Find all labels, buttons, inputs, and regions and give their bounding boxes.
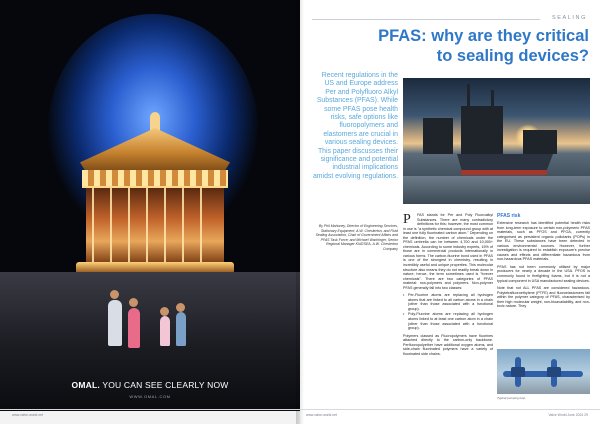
person-figure bbox=[128, 308, 140, 348]
vessel-waterline bbox=[461, 170, 547, 175]
bullet-list bbox=[403, 293, 493, 330]
section-label: SEALING bbox=[551, 15, 587, 21]
article-page bbox=[300, 0, 600, 424]
article-paragraph: PFAS has not been commonly utilised by major producers for nearly a decade in the USA. PFOS is commonly found in firefighting foams, but it is not a typical component in USA manufactured sealing devices. bbox=[497, 264, 590, 283]
ad-brand: OMAL. bbox=[71, 380, 100, 390]
spread-gutter bbox=[296, 0, 304, 424]
footer-publication: Valve World June 2024 bbox=[548, 413, 584, 417]
page-number: 29 bbox=[584, 413, 588, 417]
rig-mast bbox=[467, 84, 470, 108]
sea-water bbox=[403, 176, 590, 204]
photo-caption: Typical pumping loop. bbox=[497, 396, 526, 400]
footer-right-url: www.valve-world.net bbox=[306, 413, 337, 417]
ad-slogan-line bbox=[0, 380, 300, 390]
section-rule bbox=[312, 19, 540, 20]
person-figure bbox=[160, 316, 170, 346]
person-head bbox=[129, 298, 138, 307]
left-page-footer-band bbox=[0, 411, 300, 424]
offshore-rig bbox=[423, 118, 453, 154]
offshore-rig bbox=[523, 130, 557, 154]
ad-ground bbox=[0, 272, 300, 424]
subheading: PFAS risk bbox=[497, 213, 521, 219]
hero-photo-offshore-rigs bbox=[403, 78, 590, 204]
person-head bbox=[160, 307, 169, 316]
carousel-poles bbox=[92, 188, 218, 264]
article-paragraph: Note that not ALL PFAS are considered hazardous. Polytetrafluoroethylene (PTFE) and fluoroelastomers fall within the polymer category of PFAS, characterised by their high molecular weight, non-bioavailability, and non-toxic nature. They bbox=[497, 286, 590, 309]
footer-folio bbox=[549, 413, 588, 417]
carousel-light-band bbox=[82, 170, 228, 188]
offshore-rig bbox=[461, 106, 503, 154]
drop-cap: P bbox=[403, 212, 411, 227]
inset-photo-pumping-loop bbox=[497, 349, 590, 394]
article-column-2 bbox=[497, 213, 590, 312]
paragraph-text: FAS stands for Per and Poly Fluoroalkyl Substances. There are many contradictory definitions for this; however, the most common in use is "a synthetic chemical compound group with at least one fully fluorinated carbon atom." Depending on the definition, the number of chemicals under the PFAS umbrella can be between 4,700 and 10,000+ chemicals. According to some industry experts, 15% of those are in commercial products internationally in various forms. The carbon-fluorine bond used in PFAS is one of the strongest in chemistry, resulting in incredibly useful and unique properties. This molecular structure also means they do not readily break down in nature; hence, the term sometimes used is "forever chemicals". There are two categories of PFAS material: non-polymers and polymers. Non-polymer PFAS generally fall into two classes: bbox=[403, 213, 493, 290]
bullet-item: • Poly-Fluorine atoms are replacing all hydrogen atoms linked to at least one carbon atom in a chain (other than those associated with a functional group). bbox=[403, 312, 493, 330]
ad-url[interactable]: WWW.OMAL.COM bbox=[129, 394, 171, 399]
bullet-item: • Per-Fluorine atoms are replacing all hydrogen atoms that are linked to all carbon atoms in a chain (other than those associated with a functional group). bbox=[403, 293, 493, 311]
person-figure bbox=[108, 300, 122, 346]
valve-icon bbox=[511, 367, 525, 377]
valve-icon bbox=[547, 367, 561, 377]
article-standfirst: Recent regulations in the US and Europe address Per and Polyfluoro Alkyl Substances (PFAS). While some PFAS pose health risks, safe options like fluoropolymers and elastomers are crucial in various sealing devices. This paper discusses their significance and potential industrial implications amidst evolving regulations. bbox=[312, 72, 398, 180]
ad-slogan: YOU CAN SEE CLEARLY NOW bbox=[102, 380, 229, 390]
person-head bbox=[176, 303, 185, 312]
article-paragraph: Extensive research has identified potential health risks from long-term exposure to certain non-polymeric PFAS materials, such as PFOS and PFOA, currently categorised as persistent organic pollutants (POPs) in the EU. These substances have been detected in various environmental sources. However, further investigation is required to establish exposure's precise causes and effects and differentiate hazardous from non-hazardous PFAS materials. bbox=[497, 221, 590, 262]
article-column-1 bbox=[403, 213, 493, 359]
footer-rule bbox=[0, 409, 600, 410]
article-byline: By Phil Mahoney, Director of Engineering Services, Stationary Equipment, A.W. Chesterton, and Fluid Sealing Association, Chair of Government Affairs and PFAS Task Force; and Michael Wachinger, Senior Regional Manager KNZ/SEA, A.W. Chesterton Company bbox=[315, 224, 398, 251]
person-figure bbox=[176, 312, 186, 346]
person-head bbox=[110, 290, 119, 299]
footer-left-url: www.valve-world.net bbox=[12, 413, 43, 417]
article-title: PFAS: why are they critical to sealing devices? bbox=[378, 27, 589, 65]
article-paragraph: Polymers classed as Fluoropolymers have fluorines attached directly to the carbon-only backbone. Perfluoropolyether have additional oxygen atoms, and side-chain fluorinated polymers have a variety of fluorinated side chains. bbox=[403, 333, 493, 356]
article-paragraph bbox=[403, 213, 493, 290]
